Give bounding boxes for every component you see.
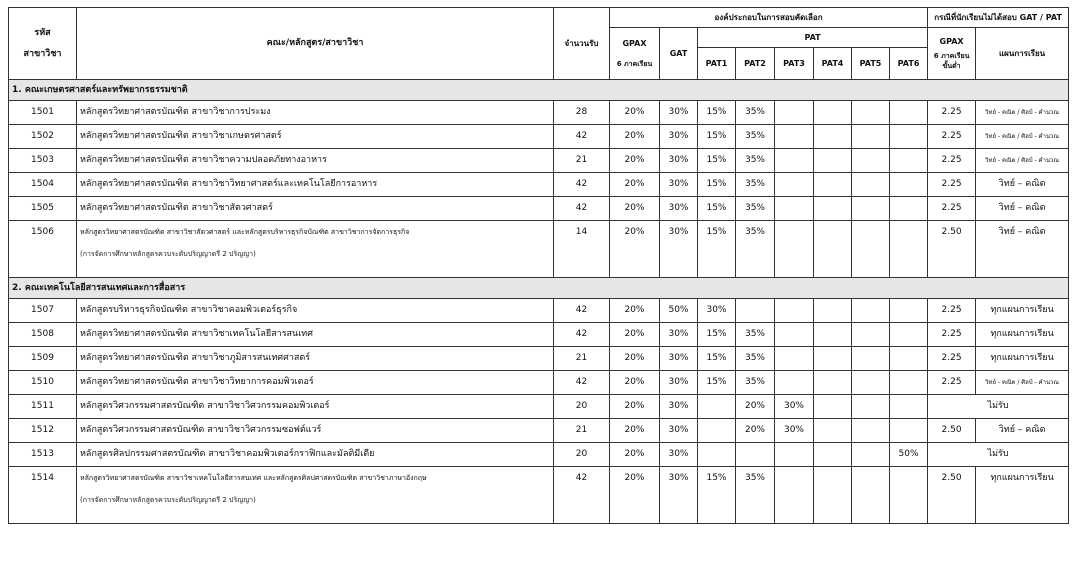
header-pat3: PAT3 bbox=[775, 48, 814, 80]
cell-pat3 bbox=[775, 347, 814, 371]
cell-code: 1509 bbox=[9, 347, 77, 371]
cell-seats: 42 bbox=[554, 467, 610, 524]
cell-program: หลักสูตรวิทยาศาสตรบัณฑิต สาขาวิชาความปลอดภัยทางอาหาร bbox=[77, 149, 554, 173]
cell-gat: 30% bbox=[660, 149, 698, 173]
header-pat6: PAT6 bbox=[890, 48, 928, 80]
cell-min-gpax: 2.25 bbox=[928, 347, 976, 371]
cell-min-gpax: 2.25 bbox=[928, 101, 976, 125]
cell-seats: 20 bbox=[554, 443, 610, 467]
cell-plan: ไม่รับ bbox=[928, 395, 1069, 419]
cell-plan: วิทย์ – คณิต bbox=[976, 419, 1069, 443]
cell-gat: 30% bbox=[660, 443, 698, 467]
cell-gat: 30% bbox=[660, 347, 698, 371]
cell-program: หลักสูตรวิทยาศาสตรบัณฑิต สาขาวิชาวิทยาการคอมพิวเตอร์ bbox=[77, 371, 554, 395]
admission-table bbox=[8, 7, 1069, 524]
header-pat: PAT bbox=[698, 28, 928, 48]
cell-pat4 bbox=[814, 173, 852, 197]
cell-pat4 bbox=[814, 467, 852, 524]
cell-pat6: 50% bbox=[890, 443, 928, 467]
cell-pat3 bbox=[775, 467, 814, 524]
program-note: (การจัดการศึกษาหลักสูตรควบระดับปริญญาตรี 2 ปริญญา) bbox=[80, 496, 256, 504]
cell-pat2: 35% bbox=[736, 221, 775, 278]
cell-pat4 bbox=[814, 419, 852, 443]
cell-pat4 bbox=[814, 443, 852, 467]
cell-min-gpax: 2.25 bbox=[928, 173, 976, 197]
cell-gat: 30% bbox=[660, 173, 698, 197]
cell-gat: 30% bbox=[660, 197, 698, 221]
cell-pat2: 20% bbox=[736, 419, 775, 443]
cell-gat: 30% bbox=[660, 221, 698, 278]
cell-gat: 30% bbox=[660, 419, 698, 443]
cell-pat2: 20% bbox=[736, 395, 775, 419]
table-row bbox=[9, 101, 1069, 125]
cell-pat2: 35% bbox=[736, 347, 775, 371]
header-pat2: PAT2 bbox=[736, 48, 775, 80]
cell-seats: 21 bbox=[554, 419, 610, 443]
cell-pat5 bbox=[852, 125, 890, 149]
cell-pat4 bbox=[814, 125, 852, 149]
cell-pat5 bbox=[852, 347, 890, 371]
program-name: หลักสูตรวิทยาศาสตรบัณฑิต สาขาวิชาสัตวศาสตร์ และหลักสูตรบริหารธุรกิจบัณฑิต สาขาวิชาการจัดการธุรกิจ bbox=[80, 228, 410, 236]
cell-pat5 bbox=[852, 371, 890, 395]
header-no-gat: กรณีที่นักเรียนไม่ได้สอบ GAT / PAT bbox=[928, 8, 1069, 28]
table-row bbox=[9, 443, 1069, 467]
header-seats: จำนวนรับ bbox=[554, 8, 610, 80]
cell-code: 1506 bbox=[9, 221, 77, 278]
cell-pat1: 15% bbox=[698, 221, 736, 278]
header-gpax: GPAX 6 ภาคเรียน bbox=[610, 28, 660, 80]
table-row bbox=[9, 419, 1069, 443]
program-note: (การจัดการศึกษาหลักสูตรควบระดับปริญญาตรี 2 ปริญญา) bbox=[80, 250, 256, 258]
cell-pat6 bbox=[890, 395, 928, 419]
cell-code: 1511 bbox=[9, 395, 77, 419]
cell-pat3 bbox=[775, 443, 814, 467]
cell-code: 1508 bbox=[9, 323, 77, 347]
cell-program: หลักสูตรศิลปกรรมศาสตรบัณฑิต สาขาวิชาคอมพิวเตอร์กราฟิกและมัลติมีเดีย bbox=[77, 443, 554, 467]
header-code: รหัส สาขาวิชา bbox=[9, 8, 77, 80]
cell-min-gpax: 2.25 bbox=[928, 299, 976, 323]
cell-pat6 bbox=[890, 371, 928, 395]
section-title: 2. คณะเทคโนโลยีสารสนเทศและการสื่อสาร bbox=[9, 278, 1069, 299]
cell-pat5 bbox=[852, 173, 890, 197]
table-row bbox=[9, 149, 1069, 173]
cell-pat6 bbox=[890, 347, 928, 371]
header-pat1: PAT1 bbox=[698, 48, 736, 80]
table-row bbox=[9, 395, 1069, 419]
cell-plan: วิทย์ - คณิต / ศิลป์ - คำนวณ bbox=[976, 149, 1069, 173]
cell-seats: 14 bbox=[554, 221, 610, 278]
cell-program: หลักสูตรบริหารธุรกิจบัณฑิต สาขาวิชาคอมพิวเตอร์ธุรกิจ bbox=[77, 299, 554, 323]
cell-pat1: 15% bbox=[698, 101, 736, 125]
cell-pat5 bbox=[852, 149, 890, 173]
cell-plan: วิทย์ - คณิต / ศิลป์ - คำนวณ bbox=[976, 371, 1069, 395]
cell-pat3 bbox=[775, 323, 814, 347]
cell-pat1: 15% bbox=[698, 197, 736, 221]
table-row bbox=[9, 467, 1069, 524]
cell-gpax: 20% bbox=[610, 419, 660, 443]
cell-pat1: 15% bbox=[698, 173, 736, 197]
cell-pat3 bbox=[775, 299, 814, 323]
cell-seats: 20 bbox=[554, 395, 610, 419]
cell-seats: 42 bbox=[554, 323, 610, 347]
cell-pat4 bbox=[814, 221, 852, 278]
cell-pat3 bbox=[775, 221, 814, 278]
table-row bbox=[9, 371, 1069, 395]
cell-pat3 bbox=[775, 371, 814, 395]
cell-pat1: 15% bbox=[698, 149, 736, 173]
cell-code: 1501 bbox=[9, 101, 77, 125]
cell-plan: ทุกแผนการเรียน bbox=[976, 323, 1069, 347]
cell-min-gpax: 2.50 bbox=[928, 221, 976, 278]
cell-pat6 bbox=[890, 221, 928, 278]
cell-gat: 30% bbox=[660, 101, 698, 125]
header-pat5: PAT5 bbox=[852, 48, 890, 80]
cell-gat: 30% bbox=[660, 371, 698, 395]
header-plan: แผนการเรียน bbox=[976, 28, 1069, 80]
cell-plan: วิทย์ – คณิต bbox=[976, 221, 1069, 278]
cell-pat6 bbox=[890, 173, 928, 197]
table-row bbox=[9, 125, 1069, 149]
header-min-gpax: GPAX 6 ภาคเรียน ขั้นต่ำ bbox=[928, 28, 976, 80]
cell-pat1 bbox=[698, 443, 736, 467]
cell-code: 1513 bbox=[9, 443, 77, 467]
cell-pat3 bbox=[775, 101, 814, 125]
cell-pat5 bbox=[852, 443, 890, 467]
table-row bbox=[9, 347, 1069, 371]
cell-pat2 bbox=[736, 299, 775, 323]
cell-program: หลักสูตรวิทยาศาสตรบัณฑิต สาขาวิชาสัตวศาสตร์ bbox=[77, 197, 554, 221]
program-name: หลักสูตรวิทยาศาสตรบัณฑิต สาขาวิชาเทคโนโลยีสารสนเทศ และหลักสูตรศิลปศาสตรบัณฑิต สาขาวิชาภาษาอังกฤษ bbox=[80, 474, 427, 482]
cell-min-gpax: 2.25 bbox=[928, 323, 976, 347]
cell-gpax: 20% bbox=[610, 197, 660, 221]
cell-gat: 30% bbox=[660, 467, 698, 524]
cell-program: หลักสูตรวิทยาศาสตรบัณฑิต สาขาวิชาเทคโนโลยีสารสนเทศ bbox=[77, 323, 554, 347]
cell-plan: ทุกแผนการเรียน bbox=[976, 299, 1069, 323]
cell-program: หลักสูตรวิศวกรรมศาสตรบัณฑิต สาขาวิชาวิศวกรรมคอมพิวเตอร์ bbox=[77, 395, 554, 419]
cell-gpax: 20% bbox=[610, 467, 660, 524]
cell-pat4 bbox=[814, 395, 852, 419]
cell-program: หลักสูตรวิศวกรรมศาสตรบัณฑิต สาขาวิชาวิศวกรรมซอฟต์แวร์ bbox=[77, 419, 554, 443]
cell-pat3: 30% bbox=[775, 419, 814, 443]
cell-min-gpax: 2.50 bbox=[928, 419, 976, 443]
cell-plan: ทุกแผนการเรียน bbox=[976, 347, 1069, 371]
cell-pat1: 15% bbox=[698, 371, 736, 395]
cell-pat3 bbox=[775, 173, 814, 197]
cell-program bbox=[77, 221, 554, 278]
cell-pat6 bbox=[890, 323, 928, 347]
cell-min-gpax: 2.50 bbox=[928, 467, 976, 524]
cell-pat5 bbox=[852, 395, 890, 419]
cell-gpax: 20% bbox=[610, 395, 660, 419]
table-row bbox=[9, 323, 1069, 347]
cell-pat6 bbox=[890, 149, 928, 173]
cell-gat: 30% bbox=[660, 323, 698, 347]
cell-code: 1505 bbox=[9, 197, 77, 221]
cell-min-gpax: 2.25 bbox=[928, 197, 976, 221]
cell-min-gpax: 2.25 bbox=[928, 371, 976, 395]
cell-plan: วิทย์ – คณิต bbox=[976, 173, 1069, 197]
section-row bbox=[9, 80, 1069, 101]
cell-seats: 21 bbox=[554, 347, 610, 371]
header-pat4: PAT4 bbox=[814, 48, 852, 80]
cell-pat4 bbox=[814, 347, 852, 371]
cell-pat4 bbox=[814, 323, 852, 347]
cell-program: หลักสูตรวิทยาศาสตรบัณฑิต สาขาวิชาเกษตรศาสตร์ bbox=[77, 125, 554, 149]
cell-gat: 30% bbox=[660, 395, 698, 419]
cell-gpax: 20% bbox=[610, 221, 660, 278]
cell-plan: วิทย์ – คณิต bbox=[976, 197, 1069, 221]
cell-plan: ไม่รับ bbox=[928, 443, 1069, 467]
cell-seats: 28 bbox=[554, 101, 610, 125]
cell-pat2: 35% bbox=[736, 149, 775, 173]
header-gat: GAT bbox=[660, 28, 698, 80]
cell-code: 1507 bbox=[9, 299, 77, 323]
cell-pat5 bbox=[852, 197, 890, 221]
cell-code: 1512 bbox=[9, 419, 77, 443]
cell-pat4 bbox=[814, 101, 852, 125]
cell-pat6 bbox=[890, 299, 928, 323]
cell-gpax: 20% bbox=[610, 443, 660, 467]
cell-pat4 bbox=[814, 371, 852, 395]
cell-seats: 42 bbox=[554, 125, 610, 149]
cell-pat1 bbox=[698, 419, 736, 443]
cell-pat6 bbox=[890, 467, 928, 524]
cell-pat6 bbox=[890, 419, 928, 443]
cell-seats: 21 bbox=[554, 149, 610, 173]
cell-pat3 bbox=[775, 149, 814, 173]
cell-pat4 bbox=[814, 299, 852, 323]
cell-plan: ทุกแผนการเรียน bbox=[976, 467, 1069, 524]
cell-pat2: 35% bbox=[736, 467, 775, 524]
table-row bbox=[9, 299, 1069, 323]
cell-pat5 bbox=[852, 101, 890, 125]
cell-pat3 bbox=[775, 197, 814, 221]
cell-pat2 bbox=[736, 443, 775, 467]
cell-seats: 42 bbox=[554, 173, 610, 197]
cell-pat1: 15% bbox=[698, 347, 736, 371]
cell-pat2: 35% bbox=[736, 125, 775, 149]
section-row bbox=[9, 278, 1069, 299]
cell-gpax: 20% bbox=[610, 371, 660, 395]
cell-program: หลักสูตรวิทยาศาสตรบัณฑิต สาขาวิชาภูมิสารสนเทศศาสตร์ bbox=[77, 347, 554, 371]
cell-pat1: 30% bbox=[698, 299, 736, 323]
cell-pat5 bbox=[852, 299, 890, 323]
cell-code: 1514 bbox=[9, 467, 77, 524]
table-row bbox=[9, 173, 1069, 197]
cell-gpax: 20% bbox=[610, 323, 660, 347]
cell-pat6 bbox=[890, 197, 928, 221]
header-faculty: คณะ/หลักสูตร/สาขาวิชา bbox=[77, 8, 554, 80]
cell-pat4 bbox=[814, 149, 852, 173]
cell-pat2: 35% bbox=[736, 371, 775, 395]
cell-pat5 bbox=[852, 419, 890, 443]
cell-pat1: 15% bbox=[698, 323, 736, 347]
cell-gpax: 20% bbox=[610, 101, 660, 125]
cell-pat3: 30% bbox=[775, 395, 814, 419]
cell-min-gpax: 2.25 bbox=[928, 125, 976, 149]
cell-plan: วิทย์ - คณิต / ศิลป์ - คำนวณ bbox=[976, 101, 1069, 125]
cell-plan: วิทย์ - คณิต / ศิลป์ - คำนวณ bbox=[976, 125, 1069, 149]
table-row bbox=[9, 221, 1069, 278]
cell-pat5 bbox=[852, 221, 890, 278]
cell-pat6 bbox=[890, 125, 928, 149]
cell-seats: 42 bbox=[554, 371, 610, 395]
header-components: องค์ประกอบในการสอบคัดเลือก bbox=[610, 8, 928, 28]
cell-min-gpax: 2.25 bbox=[928, 149, 976, 173]
cell-program: หลักสูตรวิทยาศาสตรบัณฑิต สาขาวิชาวิทยาศาสตร์และเทคโนโลยีการอาหาร bbox=[77, 173, 554, 197]
cell-pat5 bbox=[852, 323, 890, 347]
cell-code: 1503 bbox=[9, 149, 77, 173]
cell-gpax: 20% bbox=[610, 347, 660, 371]
cell-pat1: 15% bbox=[698, 467, 736, 524]
cell-gpax: 20% bbox=[610, 125, 660, 149]
cell-gat: 30% bbox=[660, 125, 698, 149]
cell-pat1: 15% bbox=[698, 125, 736, 149]
cell-pat2: 35% bbox=[736, 323, 775, 347]
cell-code: 1502 bbox=[9, 125, 77, 149]
cell-pat1 bbox=[698, 395, 736, 419]
table-row bbox=[9, 197, 1069, 221]
cell-program: หลักสูตรวิทยาศาสตรบัณฑิต สาขาวิชาการประมง bbox=[77, 101, 554, 125]
cell-gpax: 20% bbox=[610, 149, 660, 173]
cell-gat: 50% bbox=[660, 299, 698, 323]
cell-pat5 bbox=[852, 467, 890, 524]
cell-gpax: 20% bbox=[610, 173, 660, 197]
cell-seats: 42 bbox=[554, 197, 610, 221]
cell-program bbox=[77, 467, 554, 524]
cell-code: 1510 bbox=[9, 371, 77, 395]
cell-pat2: 35% bbox=[736, 197, 775, 221]
cell-gpax: 20% bbox=[610, 299, 660, 323]
cell-pat3 bbox=[775, 125, 814, 149]
cell-seats: 42 bbox=[554, 299, 610, 323]
cell-pat6 bbox=[890, 101, 928, 125]
cell-pat2: 35% bbox=[736, 101, 775, 125]
section-title: 1. คณะเกษตรศาสตร์และทรัพยากรธรรมชาติ bbox=[9, 80, 1069, 101]
cell-code: 1504 bbox=[9, 173, 77, 197]
cell-pat2: 35% bbox=[736, 173, 775, 197]
cell-pat4 bbox=[814, 197, 852, 221]
